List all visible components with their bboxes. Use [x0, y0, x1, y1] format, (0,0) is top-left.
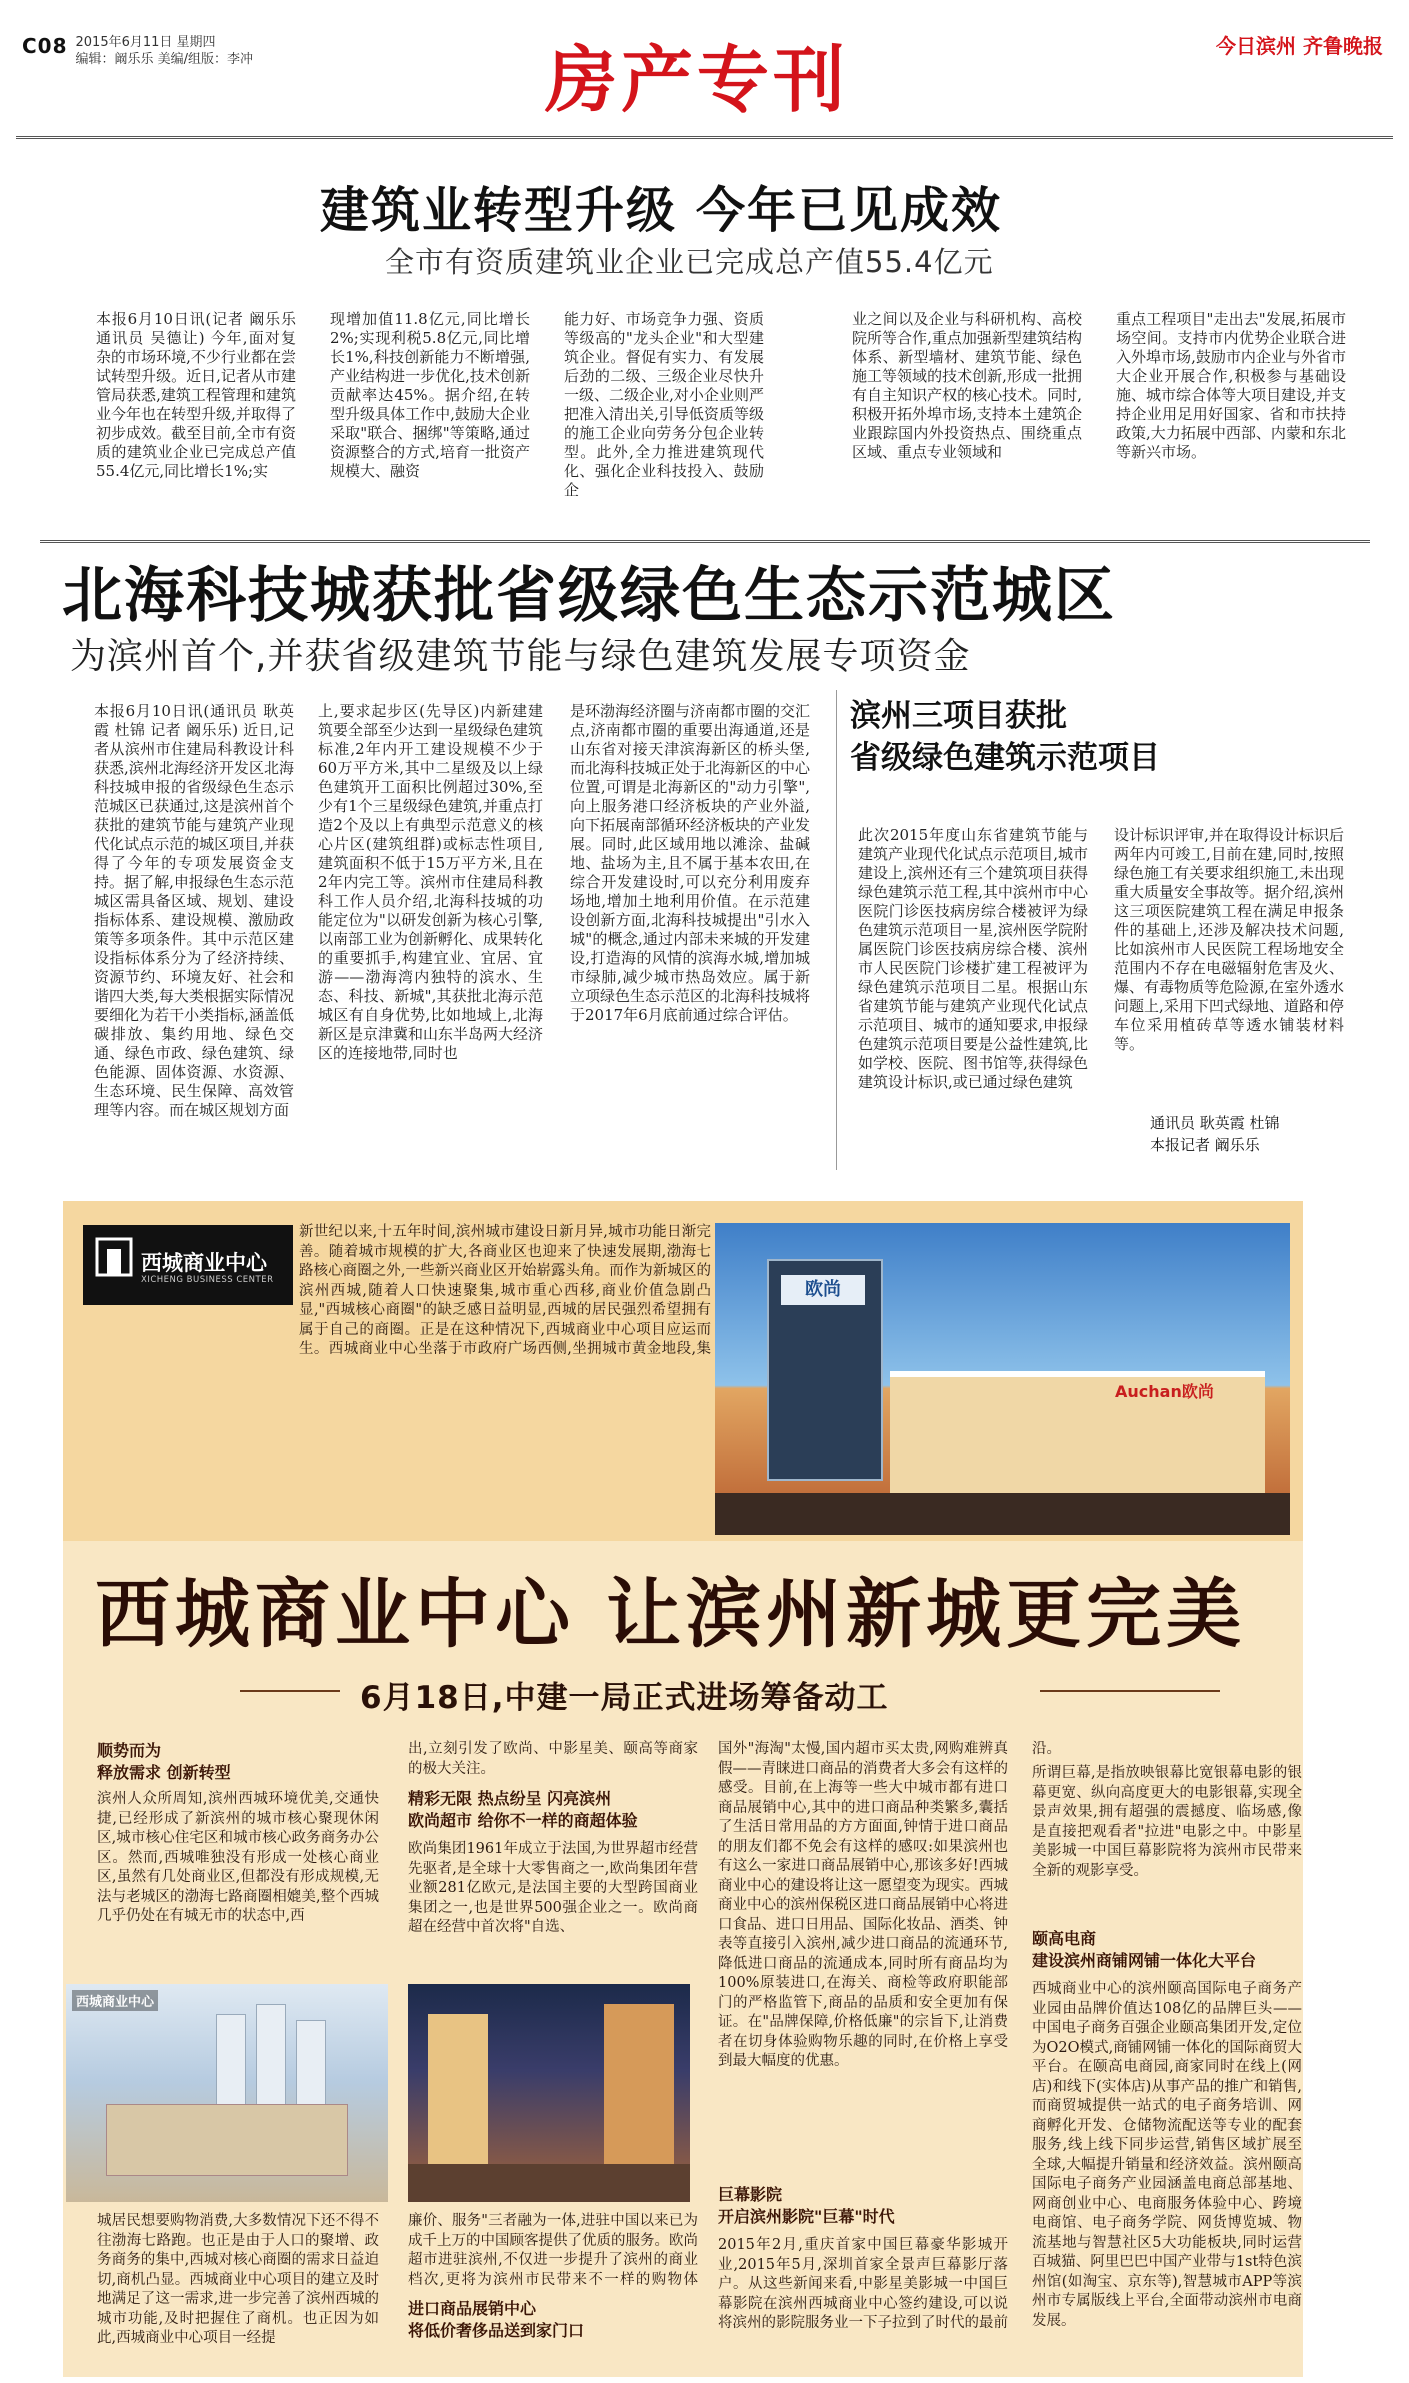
street-night [715, 1493, 1290, 1535]
ad-col2-text: 欧尚集团1961年成立于法国,为世界超市经营先驱者,是全球十大零售商之一,欧尚集团年营业额281亿欧元,是法国主要的大型跨国商业集团之一,也是世界500强企业之一。欧尚商超在经营中首次将"自选、 [408, 1841, 698, 1935]
article1-column-4: 业之间以及企业与科研机构、高校院所等合作,重点加强新型建筑结构体系、新型墙材、建筑节能、绿色施工等领域的技术创新,形成一批拥有自主知识产权的核心技术。同时,积极开拓外埠市场,支持本土建筑企业跟踪国内外投资热点、围绕重点区域、重点专业领域和 [852, 310, 1082, 461]
article1-column-2: 现增加值11.8亿元,同比增长2%;实现利税5.8亿元,同比增长1%,科技创新能力不断增强,产业结构进一步优化,技术创新贡献率达45%。据介绍,在转型升级具体工作中,鼓励大企业采取"联合、捆绑"等策略,通过资源整合的方式,培育一批资产规模大、融资 [330, 310, 530, 480]
header-divider [16, 136, 1393, 139]
sidebar-title-line1: 滨州三项目获批 [850, 698, 1067, 734]
article2-subheadline: 为滨州首个,并获省级建筑节能与绿色建筑发展专项资金 [70, 636, 971, 677]
ad-intro-top: 新世纪以来,十五年时间,滨州城市建设日新月异,城市功能日渐完善。随着城市规模的扩大,各商业区也迎来了快速发展期,渤海七路核心商圈之外,一些新兴商业区开始崭露头角。而作为新城区的滨州西城,随着人口快速聚集,城市重心西移,商业价值急剧凸显,"西城核心商圈"的缺乏感日益明显,西城的居民强烈希望拥有属于自己的商圈。正是在这种情况下,西城商业中心项目应运而生。西城商业中心坐落于市政府广场西侧,坐拥城市黄金地段,集 [299, 1224, 711, 1357]
article1-column-3: 能力好、市场竞争力强、资质等级高的"龙头企业"和大型建筑企业。督促有实力、有发展后劲的二级、三级企业尽快升一级、二级企业,对小企业则严把准入清出关,引导低资质等级的施工企业向劳务分包企业转型。此外,全力推进建筑现代化、强化企业科技投入、鼓励企 [564, 310, 764, 499]
issue-date: 2015年6月11日 星期四 [75, 35, 216, 50]
ad-subheadline-rule-left [240, 1690, 340, 1692]
ad-col2-head1: 精彩无限 热点纷呈 闪亮滨州 [408, 1789, 612, 1808]
ad-col1-head2: 释放需求 创新转型 [97, 1763, 231, 1782]
article2-column-3: 是环渤海经济圈与济南都市圈的交汇点,济南都市圈的重要出海通道,还是山东省对接天津滨海新区的桥头堡,而北海科技城正处于北海新区的中心位置,可谓是北海新区的"动力引擎",向上服务港口经济板块的产业外溢,向下拓展南部循环经济板块的产业发展。同时,此区域用地以滩涂、盐碱地、盐场为主,且不属于基本农田,在综合开发建设时,可以充分利用废弃场地,增加土地利用价值。在示范建设创新方面,北海科技城提出"引水入城"的概念,通过内部未来城的开发建设,打造海的风情的滨海水城,增加城市绿肺,减少城市热岛效应。属于新立项绿色生态示范区的北海科技城将于2017年6月底前通过综合评估。 [570, 702, 810, 1024]
street-building-1 [428, 2014, 488, 2164]
ad-col3-text2: 2015年2月,重庆首家中国巨幕豪华影城开业,2015年5月,深圳首家全景声巨幕影厅落户。从这些新闻来看,中影星美影城一中国巨幕影院在滨州西城商业中心签约建设,可以说将滨州的影院服务业一下子拉到了时代的最前 [718, 2237, 1008, 2331]
article1-column-5: 重点工程项目"走出去"发展,拓展市场空间。支持市内优势企业联合进入外埠市场,鼓励市内企业与外省市大企业开展合作,积极参与基础设施、城市综合体等大项目建设,并支持企业用足用好国家、省和市扶持政策,大力拓展中西部、内蒙和东北等新兴市场。 [1116, 310, 1346, 461]
ad-col2-head2: 欧尚超市 给你不一样的商超体验 [408, 1811, 638, 1830]
ad-col1-head1: 顺势而为 [97, 1741, 162, 1760]
article2-column-2: 上,要求起步区(先导区)内新建建筑要全部至少达到一星级绿色建筑标准,2年内开工建设规模不少于60万平方米,其中二星级及以上绿色建筑开工面积比例超过30%,至少有1个三星级绿色建筑,并重点打造2个及以上有典型示范意义的核心片区(建筑组群)或标志性项目,建筑面积不低于15万平方米,且在2年内完工等。滨州市住建局科教科工作人员介绍,北海科技城的功能定位为"以研发创新为核心引擎,以南部工业为创新孵化、成果转化的重要抓手,构建宜业、宜居、宜游——渤海湾内独特的滨水、生态、科技、新城",其获批北海示范城区有自身优势,比如地域上,北海新区是京津冀和山东半岛两大经济区的连接地带,同时也 [318, 702, 543, 1062]
sidebar-column-1: 此次2015年度山东省建筑节能与建筑产业现代化试点示范项目,城市建设上,滨州还有三个建筑项目获得绿色建筑示范工程,其中滨州市中心医院门诊医技病房综合楼被评为绿色建筑示范项目一星,滨州医学院附属医院门诊医技病房综合楼、滨州市人民医院门诊楼扩建工程被评为绿色建筑示范项目二星。根据山东省建筑节能与建筑产业现代化试点示范项目、城市的通知要求,申报绿色建筑示范项目要是公益性建筑,比如学校、医院、图书馆等,获得绿色建筑设计标识,或已通过绿色建筑 [858, 826, 1088, 1091]
ad-col2-heads-2 [408, 2298, 708, 2342]
tower-sign: 欧尚 [781, 1275, 865, 1305]
article1-headline: 建筑业转型升级 今年已见成效 [320, 181, 1003, 239]
ad-col4-text: 所谓巨幕,是指放映银幕比宽银幕电影的银幕更宽、纵向高度更大的电影银幕,实现全景声效果,拥有超强的震撼度、临场感,像是直接把观看者"拉进"电影之中。中影星美影城一中国巨幕影院将为滨州市民带来全新的观影享受。 [1032, 1765, 1302, 1879]
ad-col2-text-top: 出,立刻引发了欧尚、中影星美、颐高等商家的极大关注。 [408, 1741, 698, 1777]
ad-col2-text2: 廉价、服务"三者融为一体,进驻中国以来已为成千上万的中国顾客提供了优质的服务。欧尚超市进驻滨州,不仅进一步提升了滨州的商业档次,更将为滨州市民带来不一样的购物体 [408, 2213, 698, 2288]
page-header-info [22, 34, 253, 68]
section-title: 房产专刊 [545, 37, 850, 122]
ad-col3-head1: 巨幕影院 [718, 2185, 783, 2204]
ad-intro-bottom [92, 1362, 702, 1512]
sidebar-title-block [850, 695, 1320, 803]
street-render-image [408, 1984, 690, 2202]
store-sign-2: Auchan欧尚 [1115, 1382, 1214, 1401]
sidebar-divider [836, 690, 837, 1170]
ad-col3-text: 国外"海淘"太慢,国内超市买太贵,网购难辨真假——青睐进口商品的消费者大多会有这样的感受。目前,在上海等一些大中城市都有进口商品展销中心,其中的进口商品种类繁多,囊括了生活日常用品的方方面面,钟情于进口商品的朋友们都不免会有这样的感叹:如果滨州也有这么一家进口商品展销中心,那该多好!西城商业中心的建设将让这一愿望变为现实。西城商业中心的滨州保税区进口商品展销中心将进口食品、进口日用品、国际化妆品、酒类、钟表等直接引入滨州,减少进口商品的流通环节,降低进口商品的流通成本,同时所有商品均为100%原装进口,在海关、商检等政府职能部门的严格监管下,商品的品质和安全更加有保证。在"品牌保障,价格低廉"的宗旨下,让消费者在切身体验购物乐趣的同时,在价格上享受到最大幅度的优惠。 [718, 1741, 1008, 2069]
editor-credits: 编辑：阚乐乐 美编/组版：李冲 [75, 52, 254, 67]
xicheng-logo [83, 1225, 293, 1305]
ad-headline: 西城商业中心 让滨州新城更完美 [95, 1570, 1247, 1658]
article1-subheadline: 全市有资质建筑业企业已完成总产值55.4亿元 [385, 245, 994, 279]
ad-col2-head3: 进口商品展销中心 [408, 2299, 537, 2318]
render-podium [106, 2104, 348, 2176]
sidebar-column-2: 设计标识评审,并在取得设计标识后两年内可竣工,目前在建,同时,按照绿色施工有关要求组织施工,未出现重大质量安全事故等。据介绍,滨州这三项医院建筑工程在满足申报条件的基础上,还涉及解决技术问题,比如滨州市人民医院工程场地安全范围内不存在电磁辐射危害及火、爆、有毒物质等危险源,在室外透水问题上,采用下凹式绿地、道路和停车位采用植砖草等透水铺装材料等。 [1114, 826, 1344, 1053]
logo-text: 西城商业中心 [141, 1251, 267, 1275]
ad-col4-heads [1032, 1928, 1302, 1972]
article2-headline: 北海科技城获批省级绿色生态示范城区 [62, 561, 1116, 631]
ad-col3-heads [718, 2184, 1008, 2228]
ad-col4-head1: 颐高电商 [1032, 1929, 1097, 1948]
ad-subheadline: 6月18日,中建一局正式进场筹备动工 [360, 1680, 889, 1716]
page-number: C08 [22, 34, 68, 58]
project-render-image [66, 1984, 388, 2202]
mall-render-image [715, 1223, 1290, 1535]
ad-col1-text2: 城居民想要购物消费,大多数情况下还不得不往渤海七路跑。也正是由于人口的聚增、政务商务的集中,西城对核心商圈的需求日益迫切,商机凸显。西城商业中心项目的建立及时地满足了这一需求,进一步完善了滨州西城的城市功能,及时把握住了商机。也正因为如此,西城商业中心项目一经提 [97, 2213, 379, 2346]
ad-col2-heads [408, 1788, 708, 1832]
ad-col3-head2: 开启滨州影院"巨幕"时代 [718, 2207, 895, 2226]
render-label: 西城商业中心 [72, 1990, 158, 2011]
sidebar-signoff-line1: 通讯员 耿英霞 杜锦 [1150, 1114, 1280, 1132]
ad-col4-text-top: 沿。 [1032, 1741, 1061, 1757]
ad-col1-text: 滨州人众所周知,滨州西城环境优美,交通快捷,已经形成了新滨州的城市核心聚现休闲区,城市核心住宅区和城市核心政务商务办公区。然而,西城唯独没有形成一处核心商业区,虽然有几处商业区,但都没有形成规模,无法与老城区的渤海七路商圈相媲美,整个西城几乎仍处在有城无市的状态中,西 [97, 1791, 379, 1924]
sidebar-signoff [1150, 1112, 1280, 1156]
ad-col4-text2: 西城商业中心的滨州颐高国际电子商务产业园由品牌价值达108亿的品牌巨头——中国电子商务百强企业颐高集团开发,定位为O2O模式,商铺网铺一体化的国际商贸大平台。在颐高电商园,商家同时在线上(网店)和线下(实体店)从事产品的推广和销售,而商贸城提供一站式的电子商务培训、网商孵化开发、仓储物流配送等专业的配套服务,线上线下同步运营,销售区域扩展至全球,大幅提升销量和经济效益。滨州颐高国际电子商务产业园涵盖电商总部基地、网商创业中心、电商服务体验中心、跨境电商馆、电子商务学院、网货博览城、物流基地与智慧社区5大功能板块,同时运营百城猫、阿里巴巴中国产业带与1st特色滨州馆(如淘宝、京东等),智慧城市APP等滨州市专属版线上平台,全面带动滨州市电商发展。 [1032, 1981, 1302, 2329]
article-divider [40, 540, 1370, 543]
article2-column-1: 本报6月10日讯(通讯员 耿英霞 杜锦 记者 阚乐乐) 近日,记者从滨州市住建局科教设计科获悉,滨州北海经济开发区北海科技城申报的省级绿色生态示范城区已获通过,这是滨州首个获批的建筑节能与建筑产业现代化试点示范的城区项目,并获得了今年的专项发展资金支持。据了解,申报绿色生态示范城区需具备区域、规划、建设指标体系、建设规模、激励政策等多项条件。其中示范区建设指标体系分为了经济持续、资源节约、环境友好、社会和谐四大类,每大类根据实际情况要细化为若干小类指标,涵盖低碳排放、集约用地、绿色交通、绿色市政、绿色建筑、绿色能源、固体资源、水资源、生态环境、民生保障、高效管理等内容。而在城区规划方面 [94, 702, 294, 1119]
ad-col4-head2: 建设滨州商铺网铺一体化大平台 [1032, 1951, 1257, 1970]
sidebar-signoff-line2: 本报记者 阚乐乐 [1150, 1136, 1260, 1154]
street-building-2 [604, 2004, 674, 2174]
logo-subtext: XICHENG BUSINESS CENTER [141, 1275, 274, 1285]
ad-col1-heads [97, 1740, 377, 1784]
ad-col2-head4: 将低价奢侈品送到家门口 [408, 2321, 585, 2340]
sidebar-title-line2: 省级绿色建筑示范项目 [850, 740, 1160, 776]
ad-subheadline-rule-right [1040, 1690, 1220, 1692]
newspaper-name: 今日滨州 齐鲁晚报 [1216, 34, 1383, 58]
article1-column-1: 本报6月10日讯(记者 阚乐乐 通讯员 吴德让) 今年,面对复杂的市场环境,不少行业都在尝试转型升级。近日,记者从市建管局获悉,建筑工程管理和建筑业今年也在转型升级,并取得了初步成效。截至目前,全市有资质的建筑业企业已完成总产值55.4亿元,同比增长1%;实 [96, 310, 296, 480]
street-ground [408, 2164, 690, 2202]
